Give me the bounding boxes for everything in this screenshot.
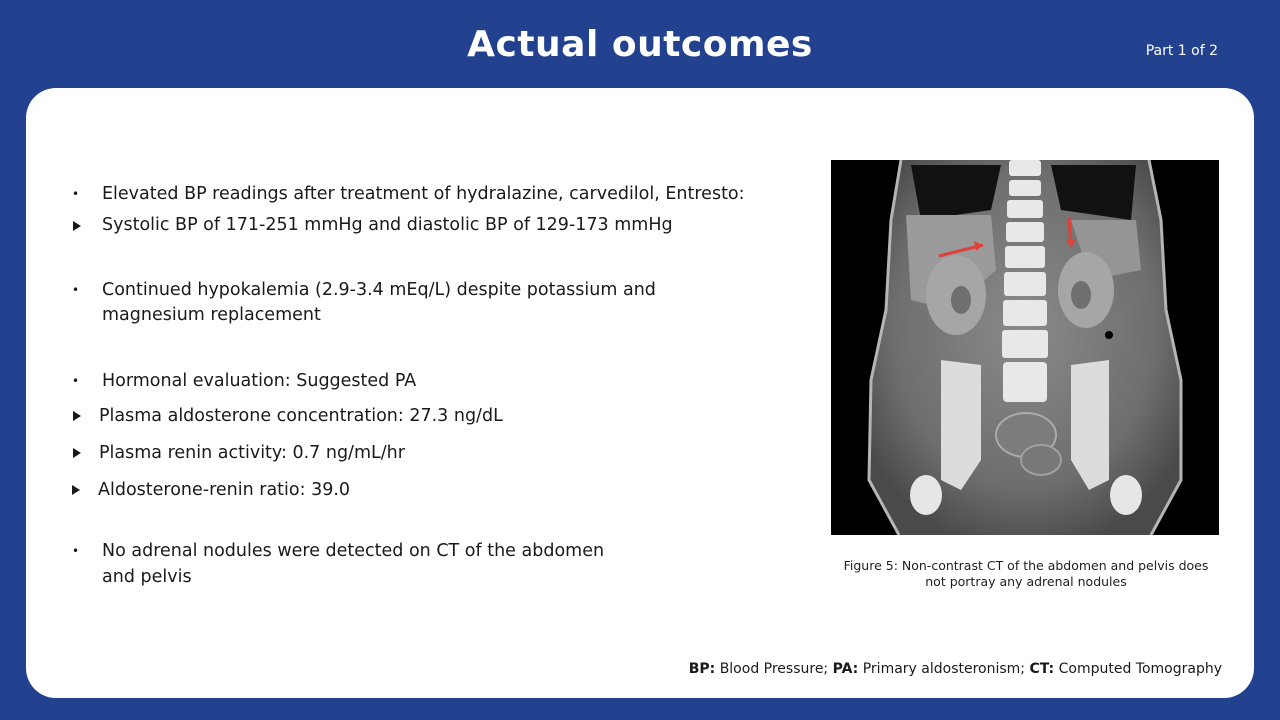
figure-caption-line1: Figure 5: Non-contrast CT of the abdomen and pelvis does <box>843 558 1209 573</box>
sub-bullet-bp-range: Systolic BP of 171-251 mmHg and diastolic BP of 129-173 mmHg <box>102 215 673 235</box>
abbr-ct-key: CT: <box>1029 661 1055 677</box>
slide-title: Actual outcomes <box>467 24 813 65</box>
figure-caption <box>816 558 1236 590</box>
abbreviations-footer <box>689 661 1222 677</box>
arrow-bullet-icon <box>73 411 81 421</box>
bullet-adrenal-line1: No adrenal nodules were detected on CT of the abdomen <box>102 541 605 561</box>
bullet-hypokalemia-line1: Continued hypokalemia (2.9-3.4 mEq/L) despite potassium and <box>102 280 656 300</box>
figure-caption-line2: not portray any adrenal nodules <box>925 574 1127 589</box>
abbr-pa-key: PA: <box>832 661 859 677</box>
bullet-adrenal-line2: and pelvis <box>102 567 192 587</box>
bullet-dot-icon: • <box>72 544 80 558</box>
bullet-hormonal-evaluation: Hormonal evaluation: Suggested PA <box>102 371 417 391</box>
sub-bullet-aldosterone: Plasma aldosterone concentration: 27.3 ng/dL <box>99 406 503 426</box>
bullet-dot-icon: • <box>72 283 80 297</box>
arrow-bullet-icon <box>73 448 81 458</box>
sub-bullet-ratio: Aldosterone-renin ratio: 39.0 <box>98 480 351 500</box>
abbr-pa-value: Primary aldosteronism; <box>862 661 1026 677</box>
abbr-ct-value: Computed Tomography <box>1058 661 1222 677</box>
abbr-bp-value: Blood Pressure; <box>719 661 829 677</box>
bullet-dot-icon: • <box>72 187 80 201</box>
ct-scan-image <box>831 160 1219 535</box>
content-card <box>26 88 1254 698</box>
ct-scan-illustration <box>831 160 1219 535</box>
bullet-dot-icon: • <box>72 374 80 388</box>
part-indicator: Part 1 of 2 <box>1145 43 1218 59</box>
arrow-bullet-icon <box>73 221 81 231</box>
arrow-bullet-icon <box>72 485 80 495</box>
sub-bullet-renin: Plasma renin activity: 0.7 ng/mL/hr <box>99 443 405 463</box>
abbr-bp-key: BP: <box>688 661 716 677</box>
bullet-bp-readings: Elevated BP readings after treatment of hydralazine, carvedilol, Entresto: <box>102 184 745 204</box>
bullet-hypokalemia-line2: magnesium replacement <box>102 305 321 325</box>
